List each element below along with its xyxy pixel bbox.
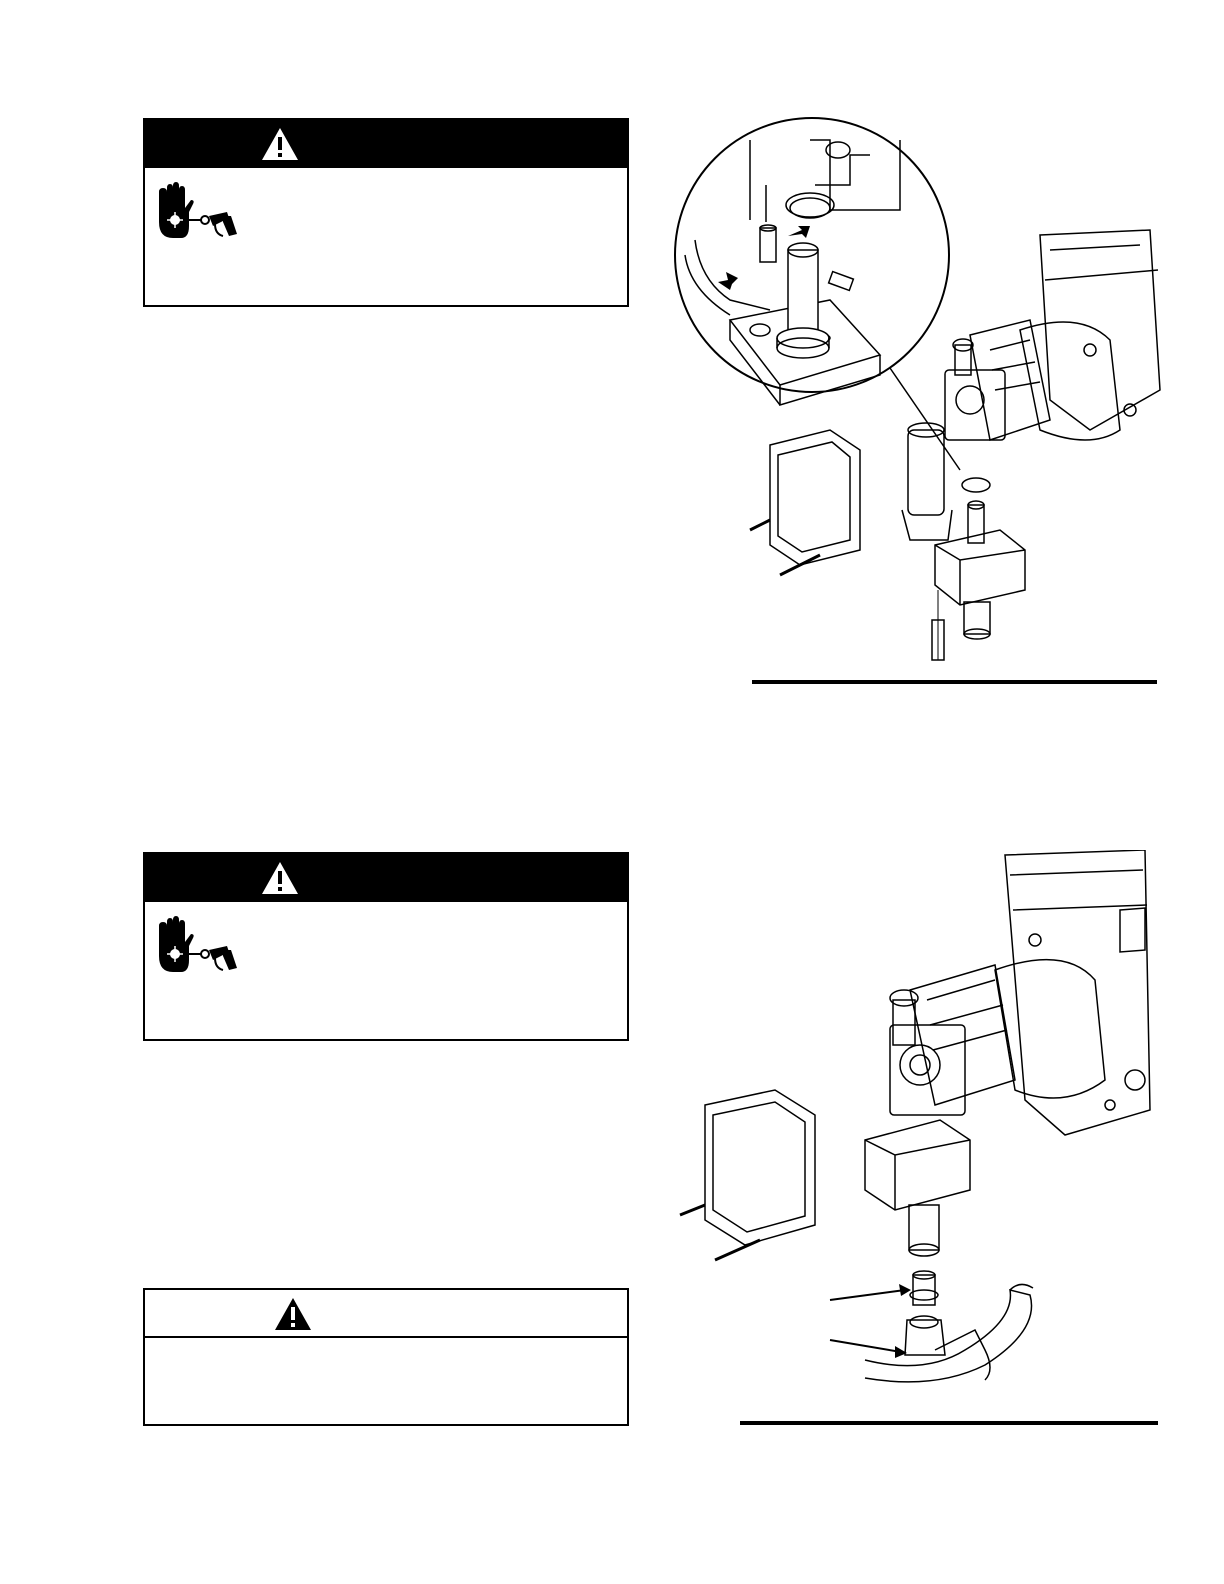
hand-spray-gun-injection-icon [153,916,239,976]
figure-divider-2 [740,1421,1158,1425]
warning-triangle-icon [260,860,300,896]
warning-box-2 [143,852,629,1041]
figure-pump-removal [670,100,1170,690]
warning-header [145,854,627,902]
caution-header [145,1290,627,1338]
figure-divider-1 [752,680,1157,684]
figure-suction-hose [665,850,1165,1420]
hand-spray-gun-injection-icon [153,182,239,242]
warning-header [145,120,627,168]
warning-box-1 [143,118,629,307]
warning-triangle-icon [260,126,300,162]
caution-box [143,1288,629,1426]
warning-triangle-icon [273,1296,313,1332]
